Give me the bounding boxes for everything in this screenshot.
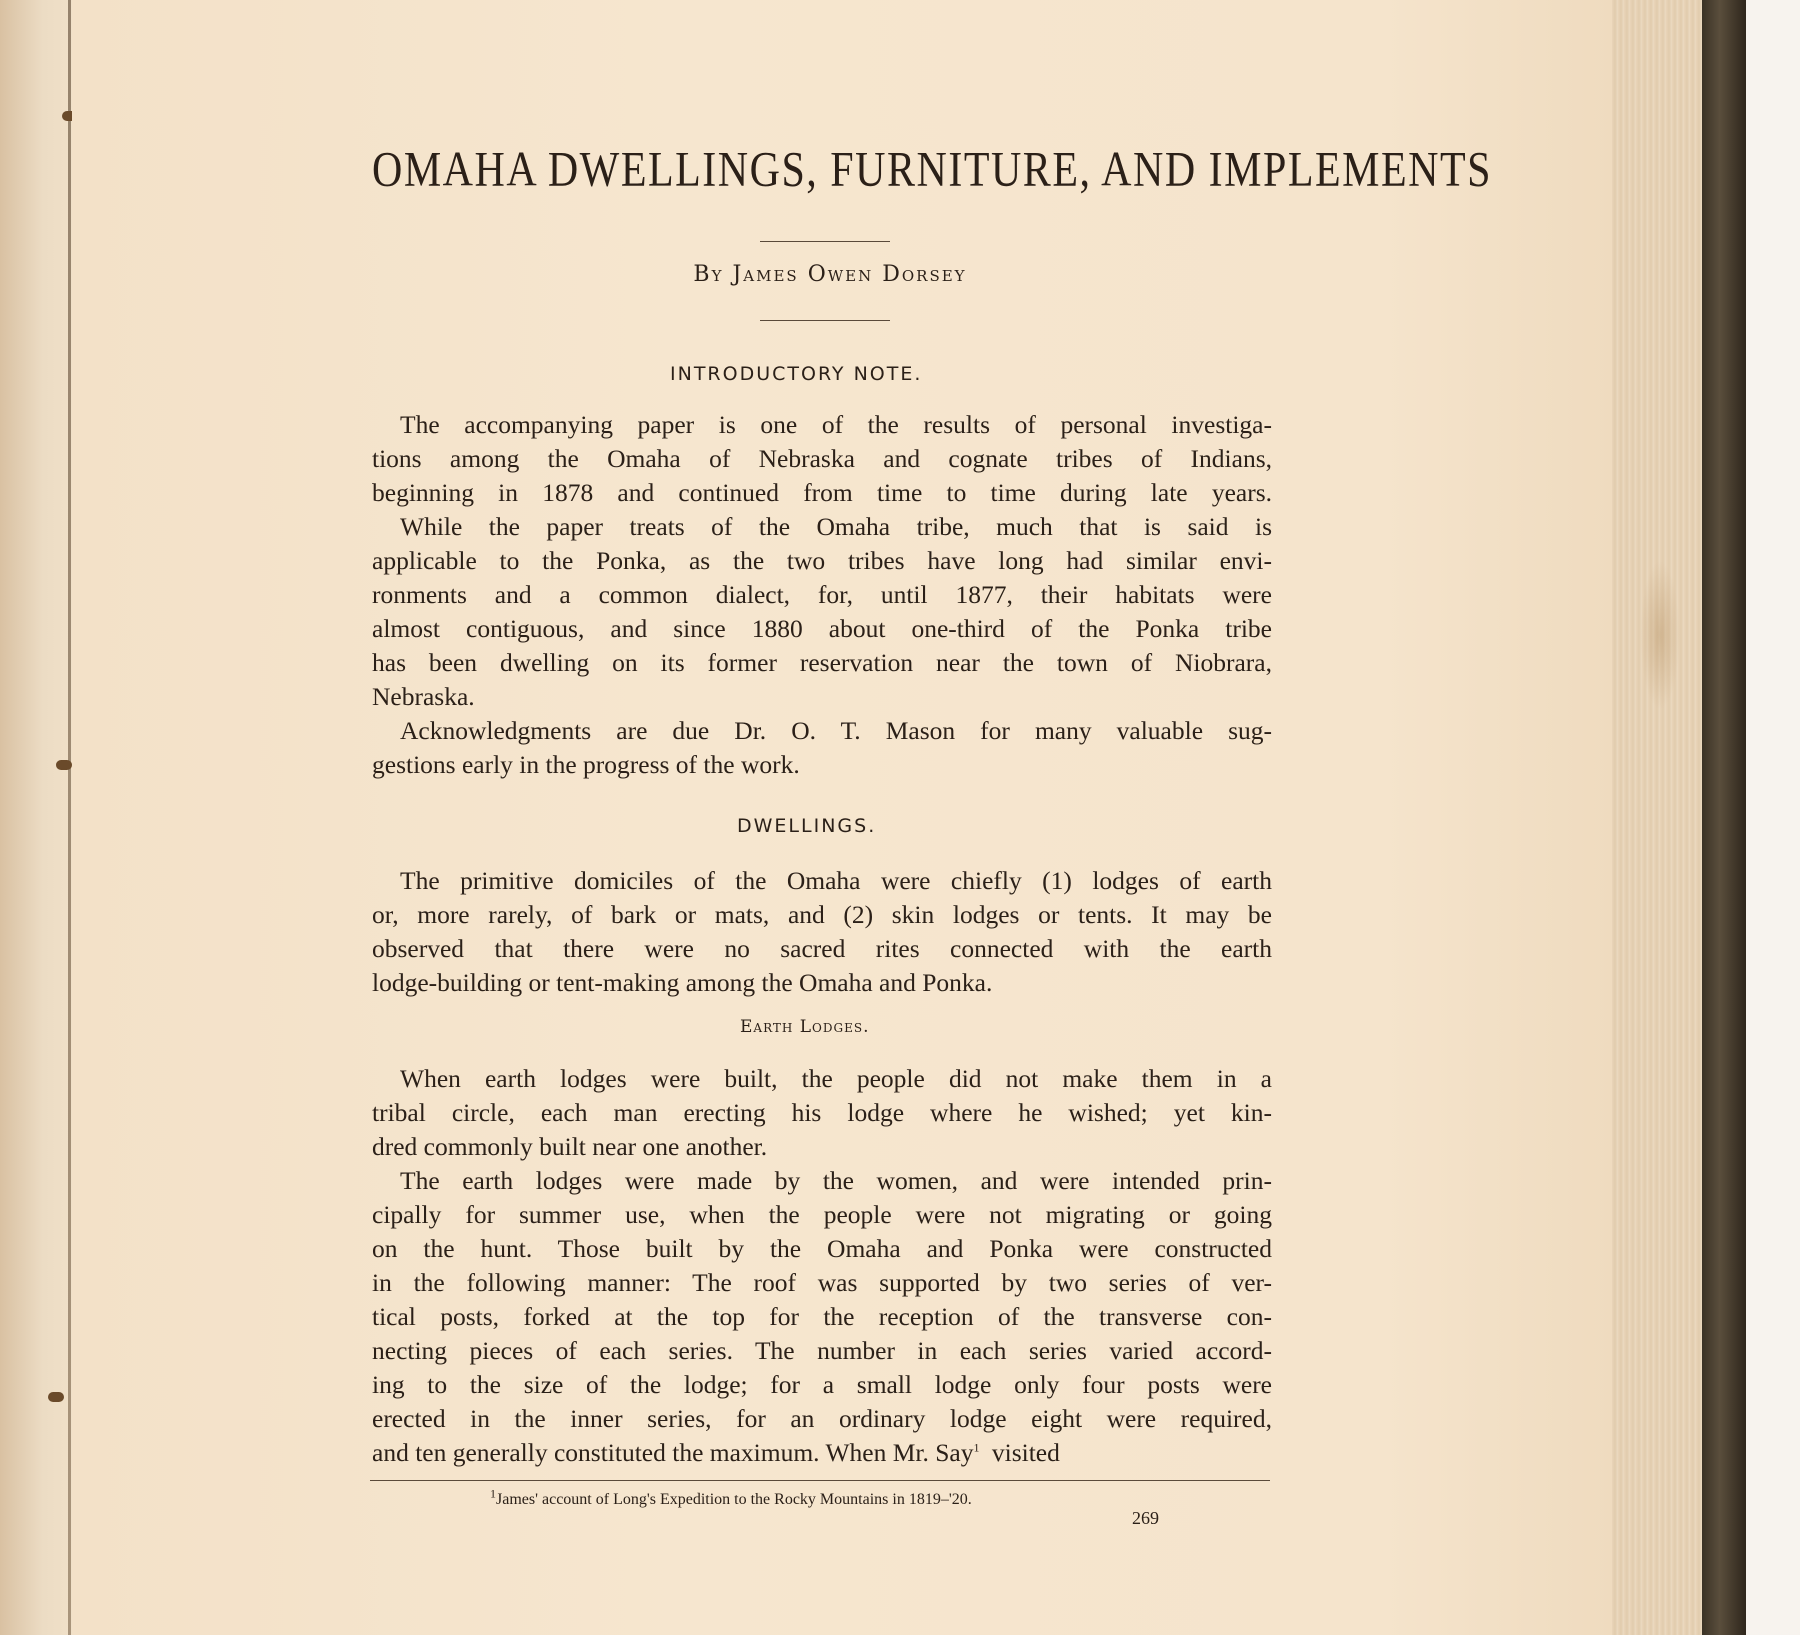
text-line: erected in the inner series, for an ordinary lodge eight were required,	[372, 1404, 1272, 1433]
footnote-ref: 1	[973, 1440, 980, 1455]
text-line: tribal circle, each man erecting his lodge where he wished; yet kin-	[372, 1098, 1272, 1127]
author-rule	[760, 320, 890, 321]
text-line: Nebraska.	[372, 682, 475, 711]
binding-crease	[68, 0, 71, 1635]
left-gutter	[0, 0, 72, 1635]
text-line: ronments and a common dialect, for, until 1877, their habitats were	[372, 580, 1272, 609]
intro-heading: INTRODUCTORY NOTE.	[670, 363, 923, 385]
text-line: tical posts, forked at the top for the reception of the transverse con-	[372, 1302, 1272, 1331]
footnote-text: James' account of Long's Expedition to the Rocky Mountains in 1819–'20.	[496, 1491, 972, 1508]
text-line: When earth lodges were built, the people did not make them in a	[400, 1064, 1272, 1093]
text-line	[372, 1438, 1272, 1468]
text-fragment: visited	[991, 1438, 1060, 1467]
text-line: beginning in 1878 and continued from time to time during late years.	[372, 478, 1272, 507]
article-title: OMAHA DWELLINGS, FURNITURE, AND IMPLEMENTS	[372, 143, 1492, 198]
title-rule	[760, 241, 890, 242]
text-line: almost contiguous, and since 1880 about one-third of the Ponka tribe	[372, 614, 1272, 643]
binding-thread-icon	[48, 1392, 64, 1402]
text-line: dred commonly built near one another.	[372, 1132, 768, 1161]
page-edges	[1612, 0, 1702, 1635]
text-fragment: and ten generally constituted the maximum. When Mr. Say	[372, 1438, 974, 1467]
text-line: applicable to the Ponka, as the two tribes have long had similar envi-	[372, 546, 1272, 575]
text-line: on the hunt. Those built by the Omaha and Ponka were constructed	[372, 1234, 1272, 1263]
text-line: The accompanying paper is one of the results of personal investiga-	[400, 410, 1272, 439]
background	[1746, 0, 1800, 1635]
text-line: has been dwelling on its former reservation near the town of Niobrara,	[372, 648, 1272, 677]
text-line: gestions early in the progress of the work.	[372, 750, 800, 779]
text-line: The earth lodges were made by the women, and were intended prin-	[400, 1166, 1272, 1195]
page-stain	[1640, 560, 1680, 710]
text-line: or, more rarely, of bark or mats, and (2) skin lodges or tents. It may be	[372, 900, 1272, 929]
text-line: necting pieces of each series. The number in each series varied accord-	[372, 1336, 1272, 1365]
earth-lodges-heading: Earth Lodges.	[740, 1017, 870, 1037]
text-line: lodge-building or tent-making among the Omaha and Ponka.	[372, 968, 993, 997]
article-author: By James Owen Dorsey	[693, 262, 967, 287]
text-line: While the paper treats of the Omaha tribe, much that is said is	[400, 512, 1272, 541]
text-line: The primitive domiciles of the Omaha were chiefly (1) lodges of earth	[400, 866, 1272, 895]
footnote-rule	[370, 1480, 1270, 1481]
text-line: in the following manner: The roof was supported by two series of ver-	[372, 1268, 1272, 1297]
page-number: 269	[1132, 1508, 1159, 1528]
text-line: cipally for summer use, when the people were not migrating or going	[372, 1200, 1272, 1229]
text-line: Acknowledgments are due Dr. O. T. Mason for many valuable sug-	[400, 716, 1272, 745]
text-line: ing to the size of the lodge; for a small lodge only four posts were	[372, 1370, 1272, 1399]
book-spine	[1702, 0, 1746, 1635]
text-line: observed that there were no sacred rites connected with the earth	[372, 934, 1272, 963]
footnote-marker: 1	[490, 1486, 496, 1501]
binding-thread-icon	[56, 760, 72, 770]
footnote	[490, 1486, 1190, 1509]
text-line: tions among the Omaha of Nebraska and cognate tribes of Indians,	[372, 444, 1272, 473]
dwellings-heading: DWELLINGS.	[737, 815, 877, 837]
